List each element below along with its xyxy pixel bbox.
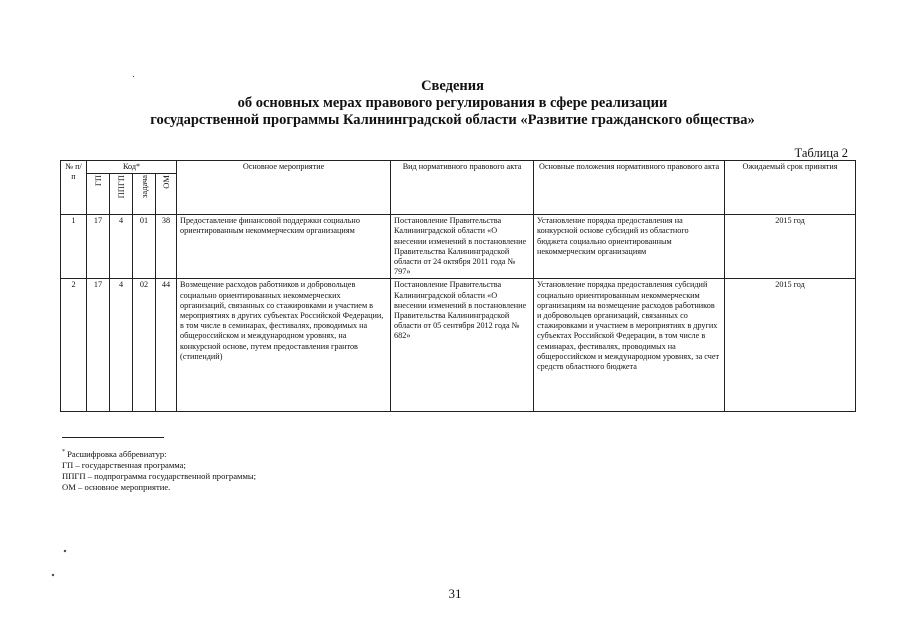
header-code-ppgp: ППГП [110, 174, 133, 215]
header-act-provisions: Основные положения нормативного правового акта [534, 161, 725, 215]
heading-line-2: об основных мерах правового регулирования в сфере реализации [237, 95, 668, 111]
heading-line-3: государственной программы Калининградской области «Развитие гражданского общества» [150, 112, 755, 128]
cell-act-provisions: Установление порядка предоставления на конкурсной основе субсидий из областного бюджета социально ориентированным некоммерческим организациям [534, 215, 725, 279]
cell-term: 2015 год [725, 279, 856, 412]
scan-speck [64, 550, 67, 553]
table-row [61, 215, 856, 279]
cell-gp: 17 [87, 215, 110, 279]
header-measure: Основное мероприятие [177, 161, 391, 215]
scan-speck [133, 76, 134, 77]
header-term: Ожидаемый срок принятия [725, 161, 856, 215]
header-num: № п/п [61, 161, 87, 215]
legal-measures-table [60, 160, 856, 412]
cell-ppgp: 4 [110, 215, 133, 279]
cell-gp: 17 [87, 279, 110, 412]
cell-task: 01 [133, 215, 156, 279]
table-caption: Таблица 2 [794, 146, 848, 160]
footnote-title: * Расшифровка аббревиатур: [62, 448, 167, 459]
footnote-item: ОМ – основное мероприятие. [62, 482, 171, 493]
header-code-gp: ГП [87, 174, 110, 215]
table-header-row [61, 161, 856, 174]
cell-ppgp: 4 [110, 279, 133, 412]
page-number: 31 [448, 586, 462, 601]
heading-line-1: Сведения [421, 78, 484, 94]
document-heading [90, 78, 815, 129]
scan-speck [52, 574, 55, 577]
footnote-marker: * [62, 449, 65, 455]
footnote-item: ГП – государственная программа; [62, 460, 186, 471]
cell-measure: Возмещение расходов работников и добровольцев социально ориентированных некоммерческих организаций, связанных со стажировками и участием в мероприятиях в других субъектах Российской Федерации, в том числе в семинарах, фестивалях, проводимых на общероссийском и международном уровнях, на конкурсной основе, путем предоставления грантов (стипендий) [177, 279, 391, 412]
table-row [61, 279, 856, 412]
header-code-om: ОМ [156, 174, 177, 215]
header-act-type: Вид нормативного правового акта [391, 161, 534, 215]
cell-num: 2 [61, 279, 87, 412]
footnotes [62, 447, 256, 494]
cell-measure: Предоставление финансовой поддержки социально ориентированным некоммерческим организациям [177, 215, 391, 279]
cell-om: 38 [156, 215, 177, 279]
header-code: Код* [87, 161, 177, 174]
footnote-divider [62, 437, 164, 438]
header-code-task: задача [133, 174, 156, 215]
footnote-item: ППГП – подпрограмма государственной программы; [62, 471, 257, 482]
cell-om: 44 [156, 279, 177, 412]
cell-act-provisions: Установление порядка предоставления субсидий социально ориентированным некоммерческим организациям на возмещение расходов работников и добровольцев организаций, связанных со стажировками и участием в мероприятиях в других субъектах Российской Федерации, в том числе в семинарах, фестивалях, проводимых на общероссийском и международном уровнях, за счет средств областного бюджета [534, 279, 725, 412]
cell-task: 02 [133, 279, 156, 412]
cell-term: 2015 год [725, 215, 856, 279]
cell-num: 1 [61, 215, 87, 279]
cell-act-type: Постановление Правительства Калининградской области «О внесении изменений в постановление Правительства Калининградской области от 24 октября 2011 года № 797» [391, 215, 534, 279]
cell-act-type: Постановление Правительства Калининградской области «О внесении изменений в постановление Правительства Калининградской области от 05 сентября 2012 года № 682» [391, 279, 534, 412]
